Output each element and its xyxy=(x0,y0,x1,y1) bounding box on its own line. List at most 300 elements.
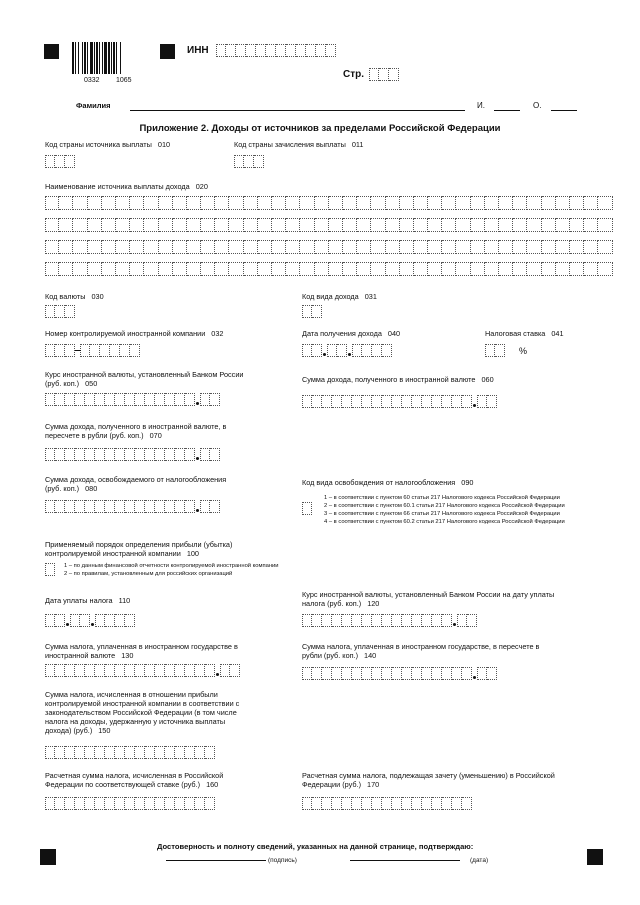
entry-cell[interactable] xyxy=(70,614,80,627)
entry-cell[interactable] xyxy=(73,218,87,232)
entry-cell[interactable] xyxy=(175,448,185,461)
entry-cell[interactable] xyxy=(462,797,472,810)
field-040-cells[interactable] xyxy=(302,344,392,357)
entry-cell[interactable] xyxy=(165,448,175,461)
entry-cell[interactable] xyxy=(322,797,332,810)
entry-cell[interactable] xyxy=(414,196,428,210)
entry-cell[interactable] xyxy=(302,667,312,680)
entry-cell[interactable] xyxy=(173,218,187,232)
entry-cell[interactable] xyxy=(110,344,120,357)
entry-cell[interactable] xyxy=(85,664,95,677)
entry-cell[interactable] xyxy=(400,240,414,254)
entry-cell[interactable] xyxy=(302,502,312,515)
entry-cell[interactable] xyxy=(362,797,372,810)
entry-cell[interactable] xyxy=(369,68,379,81)
entry-cell[interactable] xyxy=(185,746,195,759)
entry-cell[interactable] xyxy=(400,262,414,276)
entry-cell[interactable] xyxy=(556,240,570,254)
entry-cell[interactable] xyxy=(210,448,220,461)
field-020-row-3[interactable] xyxy=(45,240,613,254)
entry-cell[interactable] xyxy=(442,667,452,680)
entry-cell[interactable] xyxy=(456,262,470,276)
entry-cell[interactable] xyxy=(315,218,329,232)
field-140-cells[interactable] xyxy=(302,667,497,680)
entry-cell[interactable] xyxy=(371,262,385,276)
entry-cell[interactable] xyxy=(422,614,432,627)
entry-cell[interactable] xyxy=(185,500,195,513)
entry-cell[interactable] xyxy=(45,797,55,810)
entry-cell[interactable] xyxy=(412,797,422,810)
entry-cell[interactable] xyxy=(272,196,286,210)
entry-cell[interactable] xyxy=(145,746,155,759)
entry-cell[interactable] xyxy=(352,667,362,680)
entry-cell[interactable] xyxy=(135,797,145,810)
entry-cell[interactable] xyxy=(432,614,442,627)
entry-cell[interactable] xyxy=(302,614,312,627)
entry-cell[interactable] xyxy=(343,218,357,232)
entry-cell[interactable] xyxy=(332,667,342,680)
field-090-cell[interactable] xyxy=(302,502,312,515)
entry-cell[interactable] xyxy=(116,196,130,210)
entry-cell[interactable] xyxy=(428,218,442,232)
entry-cell[interactable] xyxy=(372,797,382,810)
entry-cell[interactable] xyxy=(75,393,85,406)
entry-cell[interactable] xyxy=(326,44,336,57)
entry-cell[interactable] xyxy=(442,262,456,276)
entry-cell[interactable] xyxy=(256,44,266,57)
entry-cell[interactable] xyxy=(422,797,432,810)
entry-cell[interactable] xyxy=(187,218,201,232)
entry-cell[interactable] xyxy=(442,395,452,408)
entry-cell[interactable] xyxy=(210,500,220,513)
entry-cell[interactable] xyxy=(485,196,499,210)
entry-cell[interactable] xyxy=(45,155,55,168)
entry-cell[interactable] xyxy=(65,797,75,810)
entry-cell[interactable] xyxy=(173,240,187,254)
entry-cell[interactable] xyxy=(527,218,541,232)
entry-cell[interactable] xyxy=(205,746,215,759)
entry-cell[interactable] xyxy=(598,196,612,210)
entry-cell[interactable] xyxy=(258,218,272,232)
entry-cell[interactable] xyxy=(327,344,337,357)
entry-cell[interactable] xyxy=(75,500,85,513)
entry-cell[interactable] xyxy=(362,344,372,357)
entry-cell[interactable] xyxy=(499,218,513,232)
entry-cell[interactable] xyxy=(145,393,155,406)
entry-cell[interactable] xyxy=(125,500,135,513)
entry-cell[interactable] xyxy=(145,664,155,677)
entry-cell[interactable] xyxy=(201,262,215,276)
entry-cell[interactable] xyxy=(159,262,173,276)
entry-cell[interactable] xyxy=(105,797,115,810)
entry-cell[interactable] xyxy=(73,262,87,276)
entry-cell[interactable] xyxy=(234,155,244,168)
entry-cell[interactable] xyxy=(229,262,243,276)
entry-cell[interactable] xyxy=(342,614,352,627)
entry-cell[interactable] xyxy=(144,262,158,276)
entry-cell[interactable] xyxy=(45,305,55,318)
entry-cell[interactable] xyxy=(187,240,201,254)
entry-cell[interactable] xyxy=(442,196,456,210)
entry-cell[interactable] xyxy=(332,614,342,627)
entry-cell[interactable] xyxy=(65,500,75,513)
entry-cell[interactable] xyxy=(570,262,584,276)
entry-cell[interactable] xyxy=(45,664,55,677)
entry-cell[interactable] xyxy=(75,746,85,759)
entry-cell[interactable] xyxy=(315,262,329,276)
inn-cells[interactable] xyxy=(216,44,336,57)
entry-cell[interactable] xyxy=(155,664,165,677)
entry-cell[interactable] xyxy=(372,667,382,680)
entry-cell[interactable] xyxy=(45,746,55,759)
entry-cell[interactable] xyxy=(216,44,226,57)
entry-cell[interactable] xyxy=(362,667,372,680)
entry-cell[interactable] xyxy=(312,667,322,680)
entry-cell[interactable] xyxy=(175,746,185,759)
entry-cell[interactable] xyxy=(88,218,102,232)
entry-cell[interactable] xyxy=(125,746,135,759)
entry-cell[interactable] xyxy=(471,240,485,254)
field-020-row-4[interactable] xyxy=(45,262,613,276)
entry-cell[interactable] xyxy=(542,218,556,232)
entry-cell[interactable] xyxy=(236,44,246,57)
entry-cell[interactable] xyxy=(315,240,329,254)
entry-cell[interactable] xyxy=(598,218,612,232)
entry-cell[interactable] xyxy=(392,395,402,408)
entry-cell[interactable] xyxy=(452,797,462,810)
entry-cell[interactable] xyxy=(456,218,470,232)
entry-cell[interactable] xyxy=(272,262,286,276)
entry-cell[interactable] xyxy=(286,218,300,232)
entry-cell[interactable] xyxy=(200,448,210,461)
entry-cell[interactable] xyxy=(485,344,495,357)
entry-cell[interactable] xyxy=(471,262,485,276)
entry-cell[interactable] xyxy=(432,797,442,810)
entry-cell[interactable] xyxy=(382,614,392,627)
entry-cell[interactable] xyxy=(144,240,158,254)
entry-cell[interactable] xyxy=(442,614,452,627)
entry-cell[interactable] xyxy=(102,196,116,210)
entry-cell[interactable] xyxy=(322,667,332,680)
entry-cell[interactable] xyxy=(371,240,385,254)
entry-cell[interactable] xyxy=(45,218,59,232)
entry-cell[interactable] xyxy=(332,395,342,408)
entry-cell[interactable] xyxy=(542,262,556,276)
entry-cell[interactable] xyxy=(59,218,73,232)
entry-cell[interactable] xyxy=(400,196,414,210)
entry-cell[interactable] xyxy=(95,797,105,810)
entry-cell[interactable] xyxy=(244,155,254,168)
entry-cell[interactable] xyxy=(357,218,371,232)
entry-cell[interactable] xyxy=(382,667,392,680)
entry-cell[interactable] xyxy=(477,395,487,408)
entry-cell[interactable] xyxy=(272,240,286,254)
field-041-cells[interactable] xyxy=(485,344,505,357)
field-160-cells[interactable] xyxy=(45,797,215,810)
entry-cell[interactable] xyxy=(85,393,95,406)
field-170-cells[interactable] xyxy=(302,797,472,810)
entry-cell[interactable] xyxy=(362,614,372,627)
entry-cell[interactable] xyxy=(165,797,175,810)
entry-cell[interactable] xyxy=(116,218,130,232)
entry-cell[interactable] xyxy=(115,614,125,627)
field-110-cells[interactable] xyxy=(45,614,135,627)
entry-cell[interactable] xyxy=(485,240,499,254)
surname-line[interactable] xyxy=(130,110,465,111)
entry-cell[interactable] xyxy=(230,664,240,677)
entry-cell[interactable] xyxy=(45,344,55,357)
entry-cell[interactable] xyxy=(302,305,312,318)
entry-cell[interactable] xyxy=(372,344,382,357)
entry-cell[interactable] xyxy=(115,393,125,406)
entry-cell[interactable] xyxy=(499,240,513,254)
entry-cell[interactable] xyxy=(487,667,497,680)
entry-cell[interactable] xyxy=(220,664,230,677)
entry-cell[interactable] xyxy=(300,218,314,232)
entry-cell[interactable] xyxy=(312,344,322,357)
entry-cell[interactable] xyxy=(45,614,55,627)
entry-cell[interactable] xyxy=(159,240,173,254)
entry-cell[interactable] xyxy=(471,218,485,232)
entry-cell[interactable] xyxy=(414,240,428,254)
entry-cell[interactable] xyxy=(389,68,399,81)
entry-cell[interactable] xyxy=(300,196,314,210)
entry-cell[interactable] xyxy=(322,614,332,627)
entry-cell[interactable] xyxy=(357,262,371,276)
entry-cell[interactable] xyxy=(85,746,95,759)
entry-cell[interactable] xyxy=(513,218,527,232)
entry-cell[interactable] xyxy=(379,68,389,81)
entry-cell[interactable] xyxy=(175,500,185,513)
entry-cell[interactable] xyxy=(246,44,256,57)
entry-cell[interactable] xyxy=(115,500,125,513)
entry-cell[interactable] xyxy=(201,218,215,232)
entry-cell[interactable] xyxy=(65,746,75,759)
field-020-row-1[interactable] xyxy=(45,196,613,210)
entry-cell[interactable] xyxy=(135,448,145,461)
entry-cell[interactable] xyxy=(88,196,102,210)
entry-cell[interactable] xyxy=(343,262,357,276)
field-011-cells[interactable] xyxy=(234,155,264,168)
entry-cell[interactable] xyxy=(452,667,462,680)
entry-cell[interactable] xyxy=(499,196,513,210)
entry-cell[interactable] xyxy=(155,746,165,759)
entry-cell[interactable] xyxy=(352,797,362,810)
entry-cell[interactable] xyxy=(75,664,85,677)
entry-cell[interactable] xyxy=(210,393,220,406)
entry-cell[interactable] xyxy=(499,262,513,276)
entry-cell[interactable] xyxy=(428,262,442,276)
entry-cell[interactable] xyxy=(402,395,412,408)
page-cells[interactable] xyxy=(369,68,399,81)
entry-cell[interactable] xyxy=(215,196,229,210)
entry-cell[interactable] xyxy=(105,500,115,513)
entry-cell[interactable] xyxy=(135,500,145,513)
field-032-cells[interactable] xyxy=(45,344,140,357)
entry-cell[interactable] xyxy=(185,664,195,677)
entry-cell[interactable] xyxy=(229,218,243,232)
entry-cell[interactable] xyxy=(125,614,135,627)
entry-cell[interactable] xyxy=(584,240,598,254)
entry-cell[interactable] xyxy=(120,344,130,357)
entry-cell[interactable] xyxy=(357,240,371,254)
entry-cell[interactable] xyxy=(329,262,343,276)
entry-cell[interactable] xyxy=(45,240,59,254)
entry-cell[interactable] xyxy=(125,393,135,406)
entry-cell[interactable] xyxy=(258,262,272,276)
entry-cell[interactable] xyxy=(286,240,300,254)
entry-cell[interactable] xyxy=(352,395,362,408)
entry-cell[interactable] xyxy=(90,344,100,357)
entry-cell[interactable] xyxy=(215,240,229,254)
entry-cell[interactable] xyxy=(316,44,326,57)
entry-cell[interactable] xyxy=(598,240,612,254)
entry-cell[interactable] xyxy=(195,664,205,677)
entry-cell[interactable] xyxy=(85,797,95,810)
entry-cell[interactable] xyxy=(598,262,612,276)
entry-cell[interactable] xyxy=(85,448,95,461)
entry-cell[interactable] xyxy=(258,196,272,210)
entry-cell[interactable] xyxy=(201,196,215,210)
entry-cell[interactable] xyxy=(95,393,105,406)
entry-cell[interactable] xyxy=(392,614,402,627)
entry-cell[interactable] xyxy=(155,393,165,406)
entry-cell[interactable] xyxy=(65,155,75,168)
entry-cell[interactable] xyxy=(135,393,145,406)
entry-cell[interactable] xyxy=(55,448,65,461)
entry-cell[interactable] xyxy=(371,218,385,232)
entry-cell[interactable] xyxy=(386,262,400,276)
field-060-cells[interactable] xyxy=(302,395,497,408)
entry-cell[interactable] xyxy=(402,797,412,810)
entry-cell[interactable] xyxy=(412,395,422,408)
entry-cell[interactable] xyxy=(175,797,185,810)
entry-cell[interactable] xyxy=(115,664,125,677)
entry-cell[interactable] xyxy=(244,196,258,210)
entry-cell[interactable] xyxy=(185,393,195,406)
entry-cell[interactable] xyxy=(414,218,428,232)
entry-cell[interactable] xyxy=(195,797,205,810)
entry-cell[interactable] xyxy=(116,262,130,276)
entry-cell[interactable] xyxy=(200,500,210,513)
entry-cell[interactable] xyxy=(159,218,173,232)
entry-cell[interactable] xyxy=(402,667,412,680)
entry-cell[interactable] xyxy=(85,500,95,513)
field-050-cells[interactable] xyxy=(45,393,220,406)
entry-cell[interactable] xyxy=(105,393,115,406)
field-100-cell[interactable] xyxy=(45,563,55,576)
entry-cell[interactable] xyxy=(513,240,527,254)
entry-cell[interactable] xyxy=(332,797,342,810)
entry-cell[interactable] xyxy=(386,218,400,232)
entry-cell[interactable] xyxy=(205,664,215,677)
entry-cell[interactable] xyxy=(173,262,187,276)
entry-cell[interactable] xyxy=(584,262,598,276)
entry-cell[interactable] xyxy=(254,155,264,168)
entry-cell[interactable] xyxy=(45,393,55,406)
entry-cell[interactable] xyxy=(570,196,584,210)
entry-cell[interactable] xyxy=(95,500,105,513)
signature-line[interactable] xyxy=(166,860,266,861)
entry-cell[interactable] xyxy=(187,262,201,276)
entry-cell[interactable] xyxy=(258,240,272,254)
entry-cell[interactable] xyxy=(175,664,185,677)
entry-cell[interactable] xyxy=(485,218,499,232)
entry-cell[interactable] xyxy=(229,196,243,210)
entry-cell[interactable] xyxy=(570,240,584,254)
entry-cell[interactable] xyxy=(55,393,65,406)
entry-cell[interactable] xyxy=(244,218,258,232)
entry-cell[interactable] xyxy=(382,344,392,357)
entry-cell[interactable] xyxy=(362,395,372,408)
entry-cell[interactable] xyxy=(462,395,472,408)
entry-cell[interactable] xyxy=(115,448,125,461)
entry-cell[interactable] xyxy=(88,240,102,254)
entry-cell[interactable] xyxy=(244,262,258,276)
entry-cell[interactable] xyxy=(343,240,357,254)
entry-cell[interactable] xyxy=(300,262,314,276)
field-070-cells[interactable] xyxy=(45,448,220,461)
entry-cell[interactable] xyxy=(65,305,75,318)
entry-cell[interactable] xyxy=(215,218,229,232)
field-031-cells[interactable] xyxy=(302,305,322,318)
entry-cell[interactable] xyxy=(125,664,135,677)
entry-cell[interactable] xyxy=(422,395,432,408)
entry-cell[interactable] xyxy=(412,667,422,680)
initial-i-line[interactable] xyxy=(494,110,520,111)
entry-cell[interactable] xyxy=(485,262,499,276)
entry-cell[interactable] xyxy=(215,262,229,276)
entry-cell[interactable] xyxy=(65,344,75,357)
entry-cell[interactable] xyxy=(125,797,135,810)
entry-cell[interactable] xyxy=(145,500,155,513)
entry-cell[interactable] xyxy=(45,262,59,276)
entry-cell[interactable] xyxy=(276,44,286,57)
entry-cell[interactable] xyxy=(55,305,65,318)
entry-cell[interactable] xyxy=(55,155,65,168)
entry-cell[interactable] xyxy=(45,448,55,461)
entry-cell[interactable] xyxy=(357,196,371,210)
entry-cell[interactable] xyxy=(59,262,73,276)
entry-cell[interactable] xyxy=(155,448,165,461)
entry-cell[interactable] xyxy=(329,196,343,210)
entry-cell[interactable] xyxy=(342,797,352,810)
entry-cell[interactable] xyxy=(125,448,135,461)
entry-cell[interactable] xyxy=(173,196,187,210)
entry-cell[interactable] xyxy=(422,667,432,680)
entry-cell[interactable] xyxy=(584,196,598,210)
entry-cell[interactable] xyxy=(312,395,322,408)
entry-cell[interactable] xyxy=(337,344,347,357)
entry-cell[interactable] xyxy=(102,218,116,232)
entry-cell[interactable] xyxy=(513,262,527,276)
field-120-cells[interactable] xyxy=(302,614,477,627)
entry-cell[interactable] xyxy=(229,240,243,254)
entry-cell[interactable] xyxy=(312,614,322,627)
entry-cell[interactable] xyxy=(130,196,144,210)
entry-cell[interactable] xyxy=(135,746,145,759)
entry-cell[interactable] xyxy=(130,344,140,357)
entry-cell[interactable] xyxy=(302,344,312,357)
entry-cell[interactable] xyxy=(400,218,414,232)
entry-cell[interactable] xyxy=(95,614,105,627)
entry-cell[interactable] xyxy=(414,262,428,276)
entry-cell[interactable] xyxy=(200,393,210,406)
entry-cell[interactable] xyxy=(185,797,195,810)
entry-cell[interactable] xyxy=(442,797,452,810)
entry-cell[interactable] xyxy=(462,667,472,680)
field-130-cells[interactable] xyxy=(45,664,240,677)
